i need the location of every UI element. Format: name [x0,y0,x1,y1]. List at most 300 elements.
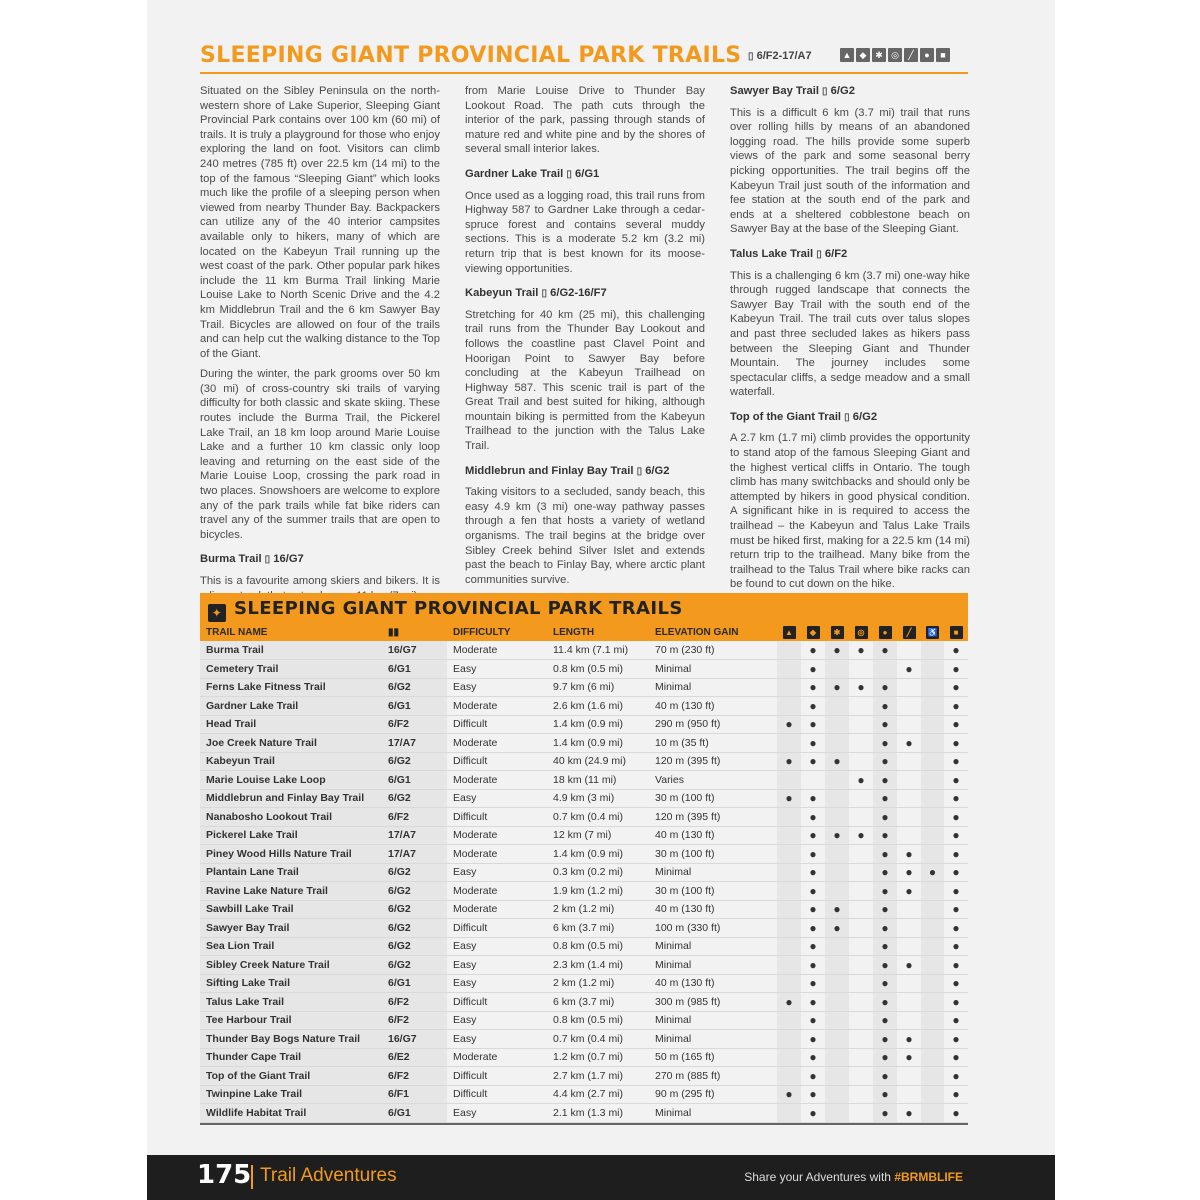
activity-cell-accessible [921,993,944,1012]
map-book-icon: ▯ [748,51,754,62]
activity-cell-hiking: ● [801,660,825,679]
activity-cell-hiking: ● [801,752,825,771]
gardner-paragraph: Once used as a logging road, this trail runs from Highway 587 to Gardner Lake through a cedar-spruce forest and contains several muddy sections. This is a moderate 5.2 km (3.2 mi) return trip that is best known for its moose-viewing opportunities. [465,189,705,275]
map-ref-cell: 6/G1 [382,1104,447,1123]
table-row [200,882,968,901]
activity-cell-walking: ● [873,845,897,864]
activity-cell-walking: ● [873,752,897,771]
activity-cell-pets: ● [944,863,968,882]
activity-cell-accessible [921,789,944,808]
kabeyun-heading-text: Kabeyun Trail [465,287,539,300]
top-giant-heading-text: Top of the Giant Trail [730,410,842,423]
activity-cell-biking [849,1030,873,1049]
activity-cell-accessible [921,1030,944,1049]
activity-cell-snowshoe [825,1048,849,1067]
talus-heading [730,247,970,263]
camping-icon: ▲ [783,626,796,639]
length-cell: 9.7 km (6 mi) [547,678,649,697]
activity-cell-accessible [921,734,944,753]
gardner-heading-text: Gardner Lake Trail [465,167,564,180]
trail-name-cell: Wildlife Habitat Trail [200,1104,382,1123]
table-row [200,660,968,679]
kabeyun-map-ref: 6/G2-16/F7 [550,287,607,300]
activity-cell-accessible [921,826,944,845]
activity-cell-pets: ● [944,715,968,734]
activity-cell-snowshoe: ● [825,641,849,660]
ski-icon: ╱ [903,626,916,639]
activity-cell-snowshoe [825,660,849,679]
elevation-cell: Minimal [649,1011,777,1030]
activity-cell-snowshoe [825,789,849,808]
activity-cell-biking [849,993,873,1012]
activity-cell-camping [777,660,801,679]
biking-icon: ◎ [855,626,868,639]
activity-cell-camping [777,1030,801,1049]
elevation-cell: 90 m (295 ft) [649,1085,777,1104]
activity-cell-ski [897,789,921,808]
activity-cell-hiking: ● [801,919,825,938]
activity-cell-biking: ● [849,771,873,790]
activity-cell-snowshoe [825,1085,849,1104]
table-row [200,808,968,827]
map-book-icon: ▯ [264,554,271,566]
trail-name-cell: Sifting Lake Trail [200,974,382,993]
middlebrun-heading [465,464,705,480]
activity-cell-walking: ● [873,900,897,919]
activity-cell-biking: ● [849,678,873,697]
length-cell: 6 km (3.7 mi) [547,993,649,1012]
activity-cell-snowshoe [825,974,849,993]
activity-cell-ski: ● [897,863,921,882]
activity-cell-walking: ● [873,1030,897,1049]
activity-cell-biking [849,1104,873,1123]
activity-cell-ski: ● [897,882,921,901]
middlebrun-map-ref: 6/G2 [645,464,670,477]
elevation-cell: 40 m (130 ft) [649,974,777,993]
elevation-cell: 290 m (950 ft) [649,715,777,734]
activity-cell-snowshoe [825,1011,849,1030]
activity-cell-accessible: ● [921,863,944,882]
activity-cell-accessible [921,845,944,864]
map-ref-cell: 6/G2 [382,956,447,975]
map-ref-cell: 6/G2 [382,678,447,697]
map-ref-cell: 16/G7 [382,1030,447,1049]
trail-name-cell: Joe Creek Nature Trail [200,734,382,753]
map-ref-cell: 6/G2 [382,752,447,771]
activity-cell-accessible [921,919,944,938]
elevation-cell: Varies [649,771,777,790]
intro-paragraph: Situated on the Sibley Peninsula on the north-western shore of Lake Superior, Sleeping Giant Provincial Park contains over 100 km (60 mi) of trails. It is truly a playground for those who enjoy exploring the land on foot. Visitors can climb 240 metres (785 ft) over 22.5 km (14 mi) to the top of the famous “Sleeping Giant” which looks much like the profile of a sleeping person when viewed from nearby Thunder Bay. Backpackers can utilize any of the 40 interior campsites available only to hikers, many of which are located on the Kabeyun Trail running up the west coast of the park. Other popular park hikes include the 11 km Burma Trail linking Marie Louise Lake to North Scenic Drive and the 4.2 km Middlebrun Trail and the 6 km Sawyer Bay Trail. Bicycles are allowed on four of the trails and can help cut the walking distance to the Top of the Giant. [200,85,440,360]
activity-cell-biking [849,863,873,882]
activity-cell-pets: ● [944,956,968,975]
length-cell: 40 km (24.9 mi) [547,752,649,771]
trails-table-section [200,593,968,1125]
activity-cell-walking: ● [873,937,897,956]
activity-cell-hiking: ● [801,1011,825,1030]
length-cell: 1.9 km (1.2 mi) [547,882,649,901]
activity-cell-ski [897,993,921,1012]
activity-cell-snowshoe [825,993,849,1012]
activity-cell-walking: ● [873,863,897,882]
trail-name-cell: Tee Harbour Trail [200,1011,382,1030]
table-row [200,641,968,660]
activity-cell-ski [897,697,921,716]
table-row [200,1048,968,1067]
map-book-icon: ▯ [816,248,822,260]
ski-icon: ╱ [904,48,918,62]
trail-name-cell: Sawyer Bay Trail [200,919,382,938]
activity-cell-camping [777,771,801,790]
trail-name-cell: Sawbill Lake Trail [200,900,382,919]
map-ref-cell: 6/G2 [382,900,447,919]
sawyer-heading [730,84,970,100]
accessible-icon: ♿ [927,628,938,637]
activity-cell-biking [849,752,873,771]
length-cell: 0.7 km (0.4 mi) [547,808,649,827]
activity-cell-camping: ● [777,715,801,734]
activity-cell-pets: ● [944,1067,968,1086]
activity-cell-hiking: ● [801,697,825,716]
difficulty-cell: Easy [447,1104,547,1123]
activity-cell-biking [849,974,873,993]
map-ref-cell: 6/G2 [382,863,447,882]
trails-table [200,624,968,1123]
activity-cell-ski [897,808,921,827]
difficulty-cell: Moderate [447,771,547,790]
activity-cell-ski [897,937,921,956]
sawyer-paragraph: This is a difficult 6 km (3.7 mi) trail that runs over rolling hills by means of an abandoned logging road. The hills provide some superb views of the park and some seasonal berry picking opportunities. The trail begins off the Kabeyun Trail just south of the information and fee station at the south end of the park and ends at a sheltered cobblestone beach on Sawyer Bay at the base of the Sleeping Giant. [730,106,970,236]
activity-cell-pets: ● [944,900,968,919]
elevation-cell: Minimal [649,660,777,679]
length-cell: 0.7 km (0.4 mi) [547,1030,649,1049]
activity-cell-camping [777,900,801,919]
elevation-cell: 30 m (100 ft) [649,882,777,901]
activity-cell-biking [849,1011,873,1030]
difficulty-cell: Moderate [447,900,547,919]
camping-icon: ▲ [840,48,854,62]
burma-continued-paragraph: from Marie Louise Drive to Thunder Bay Lookout Road. The path cuts through the interior of the park, passing through stands of mature red and white pine and by the shores of several small interior lakes. [465,85,705,156]
activity-cell-hiking: ● [801,826,825,845]
activity-cell-ski [897,678,921,697]
activity-cell-snowshoe [825,1030,849,1049]
elevation-cell: Minimal [649,937,777,956]
trail-name-cell: Burma Trail [200,641,382,660]
activity-cell-camping [777,678,801,697]
map-ref-cell: 6/F2 [382,808,447,827]
header-length: LENGTH [553,627,595,638]
difficulty-cell: Difficult [447,752,547,771]
elevation-cell: 120 m (395 ft) [649,808,777,827]
activity-cell-hiking: ● [801,974,825,993]
map-ref-cell: 6/F2 [382,1067,447,1086]
activity-cell-hiking: ● [801,641,825,660]
sawyer-heading-text: Sawyer Bay Trail [730,85,819,97]
length-cell: 0.3 km (0.2 mi) [547,863,649,882]
activity-cell-snowshoe [825,937,849,956]
activity-cell-pets: ● [944,734,968,753]
activity-cell-pets: ● [944,974,968,993]
difficulty-cell: Difficult [447,919,547,938]
activity-cell-camping [777,882,801,901]
elevation-cell: 30 m (100 ft) [649,789,777,808]
biking-icon: ◎ [888,48,902,62]
activity-cell-ski [897,1011,921,1030]
activity-cell-ski: ● [897,1104,921,1123]
map-ref-cell: 6/F2 [382,715,447,734]
length-cell: 0.8 km (0.5 mi) [547,937,649,956]
map-ref-cell: 6/G2 [382,789,447,808]
activity-cell-camping [777,1011,801,1030]
activity-cell-hiking: ● [801,1048,825,1067]
table-row [200,956,968,975]
sawyer-map-ref: 6/G2 [830,85,855,97]
elevation-cell: 70 m (230 ft) [649,641,777,660]
table-row [200,974,968,993]
trail-name-cell: Gardner Lake Trail [200,697,382,716]
activity-cell-biking [849,956,873,975]
activity-cell-accessible [921,678,944,697]
activity-cell-ski [897,771,921,790]
text-column-2 [465,84,705,593]
talus-paragraph: This is a challenging 6 km (3.7 mi) one-way hike through rugged landscape that connects the Sawyer Bay Trail with the south end of the Kabeyun Trail. The trail cuts over talus slopes and past three secluded lakes as hikers pass between the Sleeping Giant and Thunder Mountain. The journey includes some spectacular cliffs, a sedge meadow and a small waterfall. [730,269,970,399]
length-cell: 2 km (1.2 mi) [547,974,649,993]
header-map [382,624,447,641]
activity-cell-walking: ● [873,734,897,753]
trail-name-cell: Piney Wood Hills Nature Trail [200,845,382,864]
elevation-cell: 40 m (130 ft) [649,826,777,845]
activity-cell-snowshoe [825,956,849,975]
map-ref-cell: 6/G1 [382,697,447,716]
section-name: Trail Adventures [260,1165,397,1186]
activity-cell-biking [849,937,873,956]
title-map-ref-text: 6/F2-17/A7 [756,50,812,62]
map-book-icon: ▯ [844,411,850,423]
gardner-map-ref: 6/G1 [574,167,600,180]
table-row [200,697,968,716]
activity-cell-ski: ● [897,734,921,753]
activity-cell-hiking: ● [801,937,825,956]
activity-cell-biking [849,919,873,938]
activity-cell-pets: ● [944,826,968,845]
table-row [200,1104,968,1123]
activity-cell-ski [897,1085,921,1104]
trail-name-cell: Kabeyun Trail [200,752,382,771]
difficulty-cell: Difficult [447,715,547,734]
activity-cell-camping [777,845,801,864]
elevation-cell: Minimal [649,863,777,882]
difficulty-cell: Moderate [447,697,547,716]
table-row [200,937,968,956]
talus-map-ref: 6/F2 [824,247,848,260]
activity-cell-hiking: ● [801,845,825,864]
walking-icon: ● [920,48,934,62]
elevation-cell: 30 m (100 ft) [649,845,777,864]
length-cell: 12 km (7 mi) [547,826,649,845]
difficulty-cell: Difficult [447,1085,547,1104]
activity-cell-pets: ● [944,937,968,956]
activity-cell-camping [777,1104,801,1123]
top-giant-paragraph: A 2.7 km (1.7 mi) climb provides the opportunity to stand atop of the famous Sleeping Giant and the highest vertical cliffs in Ontario. The tough climb has many switchbacks and should only be attempted by hikers in good physical condition. A significant hike in is required to access the trailhead – the Kabeyun and Talus Lake Trails must be hiked first, making for a 22.5 km (14 mi) return trip to the trailhead. Many bike from the trailhead to the Talus Trail where bike racks can be found to cut down on the hike. [730,432,970,591]
header-walking [873,624,897,641]
difficulty-cell: Easy [447,937,547,956]
table-row [200,1011,968,1030]
activity-cell-hiking: ● [801,863,825,882]
length-cell: 2.1 km (1.3 mi) [547,1104,649,1123]
trail-name-cell: Marie Louise Lake Loop [200,771,382,790]
activity-cell-walking: ● [873,956,897,975]
elevation-cell: 270 m (885 ft) [649,1067,777,1086]
activity-cell-biking [849,882,873,901]
gardner-heading [465,167,705,183]
activity-cell-accessible [921,1048,944,1067]
activity-cell-walking: ● [873,771,897,790]
table-row [200,771,968,790]
activity-cell-snowshoe [825,845,849,864]
trail-name-cell: Ferns Lake Fitness Trail [200,678,382,697]
pets-icon: ■ [950,626,963,639]
elevation-cell: 10 m (35 ft) [649,734,777,753]
trail-name-cell: Plantain Lane Trail [200,863,382,882]
kabeyun-paragraph: Stretching for 40 km (25 mi), this challenging trail runs from the Thunder Bay Lookout and follows the coastline past Clavel Point and Hoorigan Point to Sawyer Bay before concluding at the Kabeyun Trailhead on Highway 587. This scenic trail is part of the Great Trail and best suited for hiking, although mountain biking is permitted from the Kabeyun Trailhead to the junction with the Talus Lake Trail. [465,308,705,453]
activity-cell-walking: ● [873,882,897,901]
burma-map-ref: 16/G7 [273,553,304,566]
difficulty-cell: Easy [447,789,547,808]
activity-cell-biking [849,734,873,753]
kabeyun-heading [465,286,705,302]
header-hiking [801,624,825,641]
activity-cell-accessible [921,771,944,790]
hiking-icon: ◆ [807,626,820,639]
activity-cell-camping [777,863,801,882]
activity-cell-pets: ● [944,845,968,864]
activity-cell-snowshoe [825,863,849,882]
activity-cell-walking: ● [873,1104,897,1123]
activity-cell-ski: ● [897,1030,921,1049]
header-elevation: ELEVATION GAIN [655,627,739,638]
activity-cell-camping [777,734,801,753]
burma-paragraph: This is a favourite among skiers and bikers. It is [200,575,440,587]
activity-cell-camping: ● [777,1085,801,1104]
difficulty-cell: Easy [447,660,547,679]
activity-cell-snowshoe: ● [825,752,849,771]
header-ski [897,624,921,641]
activity-cell-camping: ● [777,993,801,1012]
map-book-icon: ▯ [822,86,828,97]
hiker-icon: ✦ [208,604,226,622]
table-row [200,734,968,753]
trail-name-cell: Cemetery Trail [200,660,382,679]
activity-cell-pets: ● [944,771,968,790]
table-title-bar [200,593,968,624]
difficulty-cell: Moderate [447,1048,547,1067]
map-ref-cell: 6/G2 [382,919,447,938]
activity-cell-pets: ● [944,789,968,808]
burma-heading [200,552,440,568]
map-book-icon: ▯ [636,465,643,477]
table-row [200,1067,968,1086]
activity-cell-accessible [921,937,944,956]
snowshoe-icon: ✱ [872,48,886,62]
length-cell: 2.7 km (1.7 mi) [547,1067,649,1086]
trail-name-cell: Ravine Lake Nature Trail [200,882,382,901]
text-column-3 [730,84,970,598]
activity-cell-ski [897,752,921,771]
activity-cell-pets: ● [944,1030,968,1049]
activity-cell-hiking: ● [801,715,825,734]
trail-name-cell: Thunder Cape Trail [200,1048,382,1067]
page-number: 175 [197,1160,252,1190]
difficulty-cell: Difficult [447,808,547,827]
elevation-cell: 40 m (130 ft) [649,900,777,919]
activity-cell-camping [777,919,801,938]
activity-cell-pets: ● [944,993,968,1012]
elevation-cell: Minimal [649,1104,777,1123]
activity-cell-pets: ● [944,1104,968,1123]
difficulty-cell: Easy [447,974,547,993]
activity-cell-ski [897,900,921,919]
length-cell: 1.4 km (0.9 mi) [547,734,649,753]
table-row [200,919,968,938]
trail-name-cell: Head Trail [200,715,382,734]
activity-cell-biking [849,697,873,716]
map-book-icon: ▮▮ [388,627,400,638]
activity-cell-camping: ● [777,752,801,771]
share-line [744,1170,963,1184]
activity-cell-hiking: ● [801,1067,825,1086]
activity-cell-walking: ● [873,715,897,734]
difficulty-cell: Moderate [447,845,547,864]
table-header-row [200,624,968,641]
table-row [200,845,968,864]
table-row [200,993,968,1012]
header-trail-name: TRAIL NAME [206,627,268,638]
activity-cell-snowshoe: ● [825,678,849,697]
difficulty-cell: Easy [447,1030,547,1049]
activity-cell-walking: ● [873,641,897,660]
header-pets [944,624,968,641]
activity-cell-snowshoe: ● [825,919,849,938]
table-row [200,863,968,882]
activity-cell-ski [897,641,921,660]
activity-cell-walking: ● [873,1085,897,1104]
activity-cell-accessible [921,900,944,919]
trail-name-cell: Sea Lion Trail [200,937,382,956]
map-ref-cell: 6/F2 [382,1011,447,1030]
elevation-cell: Minimal [649,678,777,697]
length-cell: 4.4 km (2.7 mi) [547,1085,649,1104]
header-snowshoe [825,624,849,641]
activity-cell-accessible [921,752,944,771]
activity-cell-ski [897,974,921,993]
activity-cell-snowshoe [825,734,849,753]
activity-cell-snowshoe [825,808,849,827]
activity-cell-accessible [921,1085,944,1104]
header-accessible [921,624,944,641]
activity-cell-camping [777,697,801,716]
activity-cell-snowshoe [825,1067,849,1086]
top-giant-map-ref: 6/G2 [852,410,878,423]
activity-cell-pets: ● [944,1048,968,1067]
activity-cell-walking: ● [873,993,897,1012]
length-cell: 0.8 km (0.5 mi) [547,1011,649,1030]
difficulty-cell: Moderate [447,734,547,753]
length-cell: 2 km (1.2 mi) [547,900,649,919]
activity-cell-accessible [921,808,944,827]
activity-cell-hiking: ● [801,1104,825,1123]
activity-cell-walking: ● [873,919,897,938]
difficulty-cell: Easy [447,863,547,882]
table-row [200,752,968,771]
